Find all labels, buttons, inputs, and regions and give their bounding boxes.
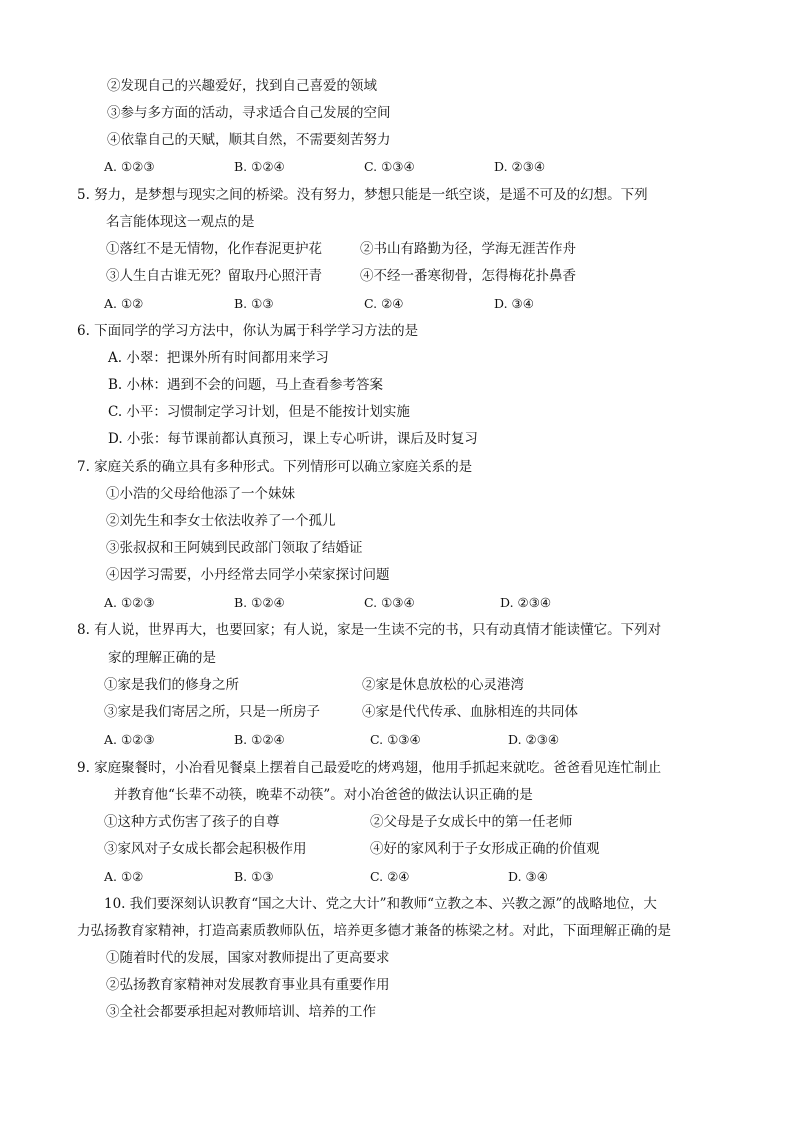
q10-item-1: ①随着时代的发展，国家对教师提出了更高要求: [106, 950, 390, 966]
q5-option-b: B. ①③: [234, 296, 274, 311]
q9-item-3: ③家风对子女成长都会起积极作用: [104, 841, 307, 857]
q4-option-c: C. ①③④: [364, 159, 415, 174]
q9-stem-line-2: 并教育他“长辈不动筷，晚辈不动筷”。对小冶爸爸的做法认识正确的是: [114, 787, 533, 803]
q7-stem: 7. 家庭关系的确立具有多种形式。下列情形可以确立家庭关系的是: [77, 459, 473, 475]
q10-stem-line-2: 力弘扬教育家精神，打造高素质教师队伍，培养更多德才兼备的栋梁之材。对此，下面理解正确的是: [77, 923, 671, 939]
q7-item-1: ①小浩的父母给他添了一个妹妹: [106, 486, 295, 502]
q10-item-2: ②弘扬教育家精神对发展教育事业具有重要作用: [106, 977, 390, 993]
q8-item-1: ①家是我们的修身之所: [104, 677, 239, 693]
q7-item-3: ③张叔叔和王阿姨到民政部门领取了结婚证: [106, 540, 363, 556]
q9-item-2: ②父母是子女成长中的第一任老师: [370, 814, 573, 830]
q6-option-a: A. 小翠：把课外所有时间都用来学习: [108, 350, 329, 366]
q8-option-c: C. ①③④: [370, 732, 421, 747]
q5-item-2: ②书山有路勤为径，学海无涯苦作舟: [360, 241, 576, 257]
q5-option-a: A. ①②: [104, 296, 144, 311]
q8-item-4: ④家是代代传承、血脉相连的共同体: [362, 704, 578, 720]
q6-option-b: B. 小林：遇到不会的问题，马上查看参考答案: [108, 377, 384, 393]
q8-item-2: ②家是休息放松的心灵港湾: [362, 677, 524, 693]
q8-option-a: A. ①②③: [104, 732, 155, 747]
q10-stem-line-1: 10. 我们要深刻认识教育“国之大计、党之大计”和教师“立教之本、兴教之源”的战略地位，大: [104, 896, 657, 912]
q4-option-b: B. ①②④: [234, 159, 285, 174]
q7-option-a: A. ①②③: [104, 595, 155, 610]
q9-stem-line-1: 9. 家庭聚餐时，小冶看见餐桌上摆着自己最爱吃的烤鸡翅，他用手抓起来就吃。爸爸看见连忙制止: [77, 760, 662, 776]
q7-item-2: ②刘先生和李女士依法收养了一个孤儿: [106, 513, 336, 529]
q9-item-4: ④好的家风利于子女形成正确的价值观: [370, 841, 600, 857]
q9-option-b: B. ①③: [234, 869, 274, 884]
q9-item-1: ①这种方式伤害了孩子的自尊: [104, 814, 280, 830]
q6-stem: 6. 下面同学的学习方法中，你认为属于科学学习方法的是: [77, 323, 419, 339]
q8-item-3: ③家是我们寄居之所，只是一所房子: [104, 704, 320, 720]
q6-option-d: D. 小张：每节课前都认真预习，课上专心听讲，课后及时复习: [108, 431, 478, 447]
q4-item-4: ④依靠自己的天赋，顺其自然，不需要刻苦努力: [107, 132, 391, 148]
q4-item-3: ③参与多方面的活动，寻求适合自己发展的空间: [107, 105, 391, 121]
q7-item-4: ④因学习需要，小丹经常去同学小荣家探讨问题: [106, 567, 390, 583]
q7-option-b: B. ①②④: [234, 595, 285, 610]
q6-option-c: C. 小平：习惯制定学习计划，但是不能按计划实施: [108, 404, 410, 420]
q9-option-c: C. ②④: [370, 869, 410, 884]
q8-option-d: D. ②③④: [508, 732, 560, 747]
q7-option-d: D. ②③④: [500, 595, 552, 610]
q5-item-3: ③人生自古谁无死？留取丹心照汗青: [106, 268, 322, 284]
q5-option-c: C. ②④: [364, 296, 404, 311]
q8-stem-line-1: 8. 有人说，世界再大，也要回家；有人说，家是一生读不完的书，只有动真情才能读懂它。下列对: [77, 622, 662, 638]
q9-option-a: A. ①②: [104, 869, 144, 884]
q4-option-d: D. ②③④: [494, 159, 546, 174]
q5-stem-line-1: 5. 努力，是梦想与现实之间的桥梁。没有努力，梦想只能是一纸空谈，是遥不可及的幻想。下列: [77, 187, 648, 203]
q4-item-2: ②发现自己的兴趣爱好，找到自己喜爱的领域: [107, 78, 377, 94]
q5-item-4: ④不经一番寒彻骨，怎得梅花扑鼻香: [360, 268, 576, 284]
q8-stem-line-2: 家的理解正确的是: [108, 650, 216, 666]
q9-option-d: D. ③④: [508, 869, 548, 884]
q8-option-b: B. ①②④: [234, 732, 285, 747]
q7-option-c: C. ①③④: [364, 595, 415, 610]
q5-item-1: ①落红不是无情物，化作春泥更护花: [106, 241, 322, 257]
q10-item-3: ③全社会都要承担起对教师培训、培养的工作: [106, 1004, 376, 1020]
q4-option-a: A. ①②③: [104, 159, 155, 174]
q5-stem-line-2: 名言能体现这一观点的是: [106, 214, 255, 230]
q5-option-d: D. ③④: [494, 296, 534, 311]
